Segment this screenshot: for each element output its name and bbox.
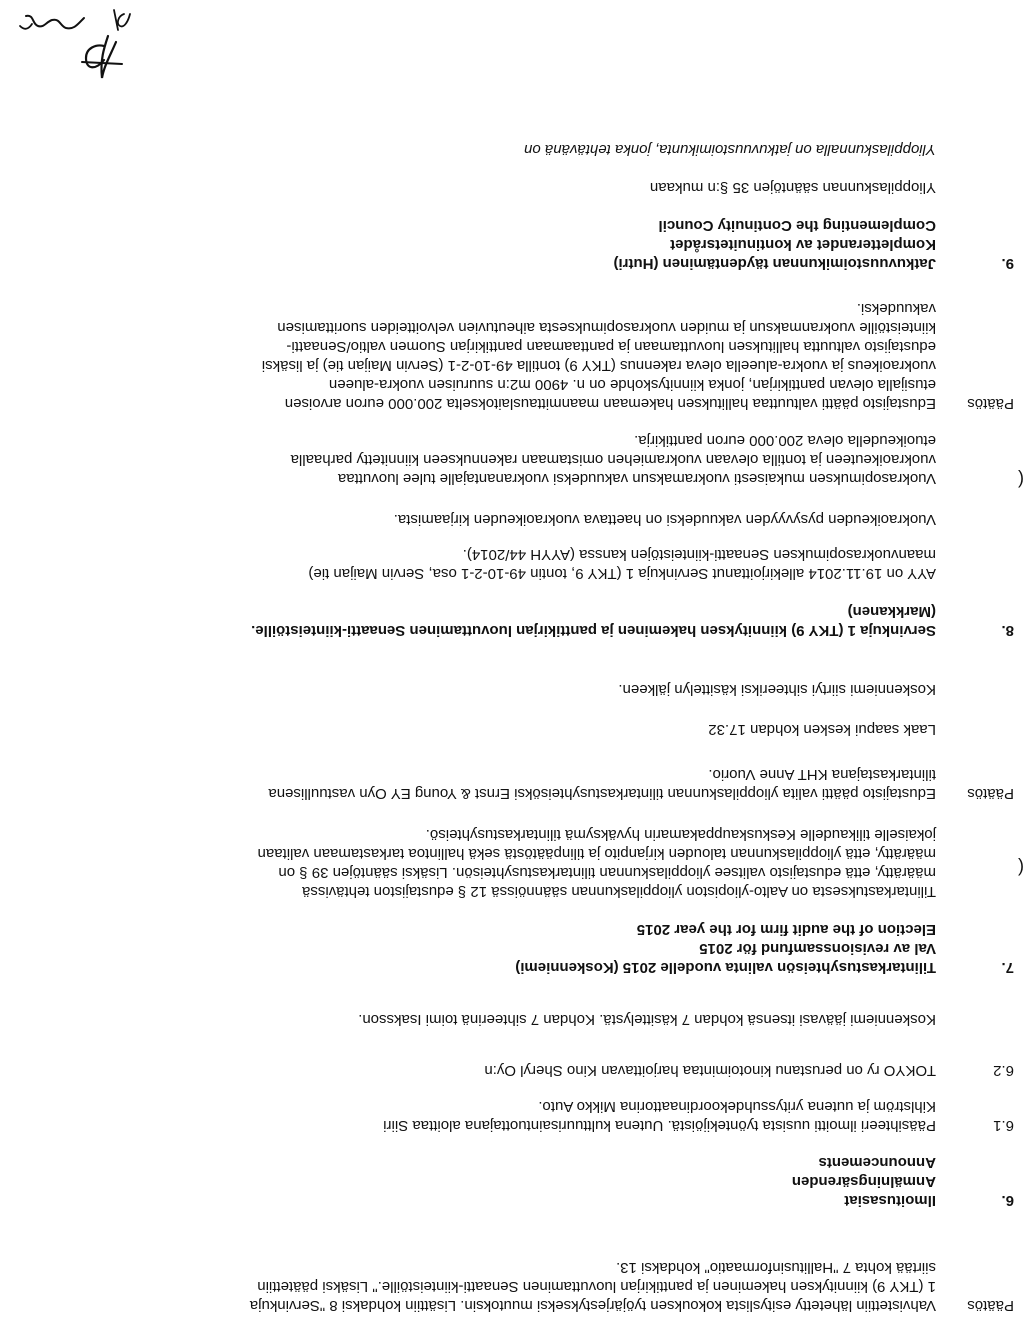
text-line: määrätty, että ylioppilaskunnan talouden kirjanpito ja tilinpäätöstä sekä hallintoa tarkastamaan valitaan [257, 845, 936, 862]
note-text: Koskenniemi jäävasi itsensä kohdan 7 käsittelystä. Kohdan 7 sihteerinä toimi Isaksson. [358, 1011, 936, 1028]
text-line: Edustajisto päätti valtuuttaa hallituksen hakemaan maanmittauslaitokselta 200.000 euron arvoisen [284, 395, 936, 412]
item-title: Ilmoitusasiat [844, 1192, 936, 1209]
subitem-text: TOKYO ry on perustanu kinotoimintaa harjoittavan Kino Sheryl Oy:n [484, 1062, 936, 1079]
text-line: Edustajisto päätti valita ylioppilaskunnan tilintarkastusyhteisöksi Ernst & Young EY Oyn vastuullisena [268, 785, 936, 802]
decision-label: Päätös [967, 785, 1014, 802]
text-line: vuokraoikeus ja vuokra-alueella oleva rakennus (TKY 9) tontilla 49-10-2-1 (Servin Maijan tie) ja lisäksi [261, 357, 936, 374]
text-line: edustajisto valtuutta hallituksen luovuttamaan ja panttaamaan panttikirjan Suomen valtio/Senaatti- [286, 338, 936, 355]
note-text: Koskenniemi siirtyi sihteeriksi käsittelyn jälkeen. [618, 681, 936, 698]
decision-label: Päätös [967, 395, 1014, 412]
item-subtitle-sv: Kompletterandet av kontinuitetsrådet [670, 236, 936, 253]
text-line: etusijalla olevan panttikirjan, jonka kiinnityskohde on n. 4900 m2:n suuruisen vuokra-alueen [328, 376, 936, 393]
text-line: tilintarkastajana KHT Anne Vuorio. [708, 766, 936, 783]
item-number: 7. [1001, 959, 1014, 976]
text-line: kiinteistöille vuokranmaksun ja muiden vuokrasopimuksesta aiheutuvien velvoitteiden suorittamisen [277, 319, 936, 336]
body-text [20, 431, 936, 488]
item-number: 6. [1001, 1192, 1014, 1209]
subitem-number: 6.1 [993, 1117, 1014, 1134]
item-subtitle-en: Complementing the Continuity Council [658, 217, 936, 234]
text-line: vuokraoikeuteen ja tontilla olevaan vuokramiehen omistamaan rakennukseen kiinnitetty parhaalla [290, 451, 936, 468]
text-line: Vahvistettiin lähetetty esityslista kokouksen työjärjestykseksi muutoksin. Lisättiin kohdaksi 8 "Servinkuja [249, 1297, 936, 1314]
text-line: vakuudeksi. [856, 300, 936, 317]
item-subtitle-en: Election of the audit firm for the year 2015 [636, 921, 936, 938]
item-number: 8. [1001, 622, 1014, 639]
text-line: 1 (TKY 9) kiinnityksen hakeminen ja panttikirjan luovuttaminen Senaatti-kiinteistöille." Lisäksi päätettiin [257, 1278, 936, 1295]
note-text: Laak saapui kesken kohdan 17.32 [708, 721, 936, 738]
text-line: Pääsihteeri ilmoitti uusista työntekijöistä. Uutena kulttuurisaintuottajana aloittaa Siiri [383, 1117, 936, 1134]
body-text [20, 545, 936, 583]
item-title: Tilintarkastusyhteisön valinta vuodelle 2015 (Koskenniemi) [515, 959, 936, 976]
item-title: Jatkuvuustoimikunnan täydentäminen (Hutri) [613, 255, 936, 272]
subitem-text [20, 1097, 936, 1135]
body-text: Ylioppilaskunnan sääntöjen 35 §:n mukaan [649, 179, 936, 196]
text-line: jokaiselle tilikaudelle Keskuskauppakamarin hyväksymä tilintarkastusyhteisö. [425, 826, 936, 843]
item-subtitle-sv: Val av revisionssamfund för 2015 [699, 940, 936, 957]
body-text: Vuokraoikeuden pysyvyyden vakuudeksi on haettava vuokraoikeuden kirjaamista. [393, 511, 936, 528]
margin-mark: ( [1018, 470, 1024, 490]
item-title: Servinkuja 1 (TKY 9) kiinnityksen hakeminen ja panttikirjan luovuttaminen Senaatti-kiinteistöille. [251, 622, 936, 639]
top-decision-text [20, 1258, 936, 1315]
item-number: 9. [1001, 255, 1014, 272]
item-subtitle-en: Announcements [818, 1154, 936, 1171]
text-line: siirtää kohta 7 "Hallitusinformaatio" kohdaksi 13. [616, 1259, 936, 1276]
text-line: Kihlström ja uutena yrityssuhdekoordinaattorina Mikko Auto. [538, 1098, 936, 1115]
body-text-italic: Ylioppilaskunnalla on jatkuvuustoimikunta, jonka tehtävänä on [524, 141, 936, 158]
text-line: AYY on 19.11.2014 allekirjoittanut Servinkuja 1 (TKY 9, tontin 49-10-2-1 osa, Servin Maijan tie) [308, 565, 936, 582]
subitem-number: 6.2 [993, 1062, 1014, 1079]
item-subtitle-sv: Anmälningsärenden [791, 1173, 936, 1190]
decision-text [20, 765, 936, 803]
text-line: Vuokrasopimuksen mukaisesti vuokramaksun vakuudeksi vuokranantajalle tulee luovuttaa [337, 470, 936, 487]
text-line: etuoikeudella oleva 200.000 euron panttikirja. [634, 432, 936, 449]
handwritten-initials [4, 0, 144, 100]
body-text [20, 825, 936, 901]
text-line: maanvuokrasopimuksen Senaatti-kiinteistöjen kanssa (AYYH 44/2014). [462, 546, 936, 563]
decision-text [20, 299, 936, 413]
item-title-cont: (Markkanen) [847, 603, 936, 620]
margin-mark: ( [1018, 858, 1024, 878]
text-line: Tilintarkastuksesta on Aalto-yliopiston ylioppilaskunnan säännöissä 12 § edustajiston tehtävissä [302, 883, 936, 900]
decision-label: Päätös [967, 1297, 1014, 1314]
text-line: määrätty, että edustajisto valitsee ylioppilaskunnan tilintarkastusyhteisön. Lisäksi sääntöjen 39 § on [278, 864, 936, 881]
